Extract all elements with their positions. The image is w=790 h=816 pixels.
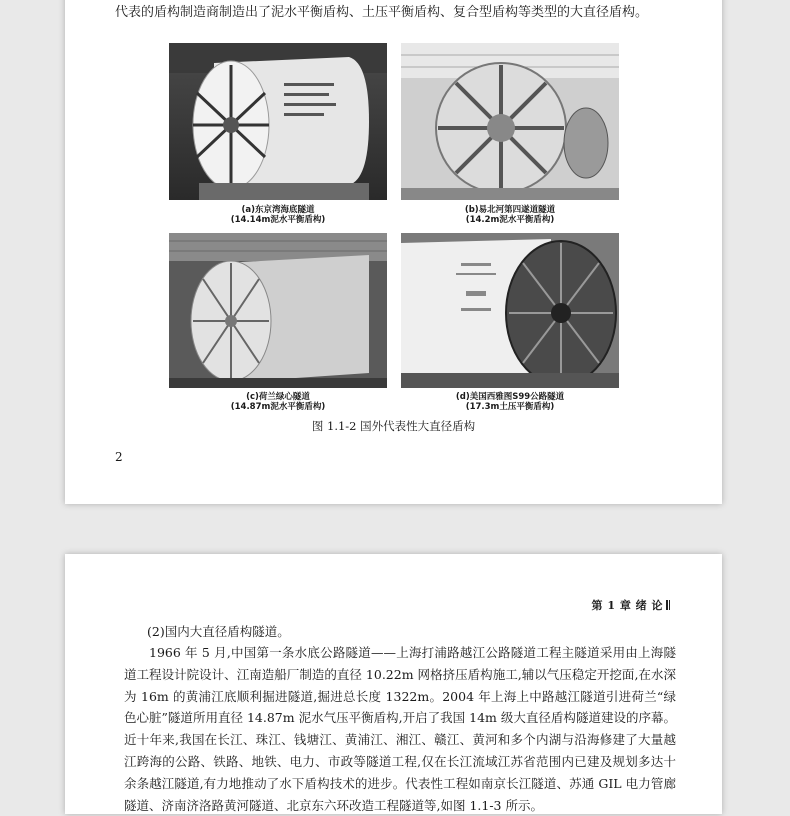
figure-d-caption [400,392,620,412]
figure-b-caption-line1: (b)易北河第四遂道隧道 [464,205,556,215]
document-page-bottom [65,554,722,814]
figure-b-photo [401,43,619,200]
document-page-top [65,0,722,504]
figure-d-caption-line2: (17.3m土压平衡盾构) [465,402,555,412]
running-head-bar [666,600,668,610]
running-head-text: 第 1 章 绪 论 [591,599,663,612]
page-number: 2 [115,450,123,464]
figure-c-caption-line1: (c)荷兰绿心隧道 [246,392,310,402]
figure-a-caption-line1: (a)东京湾海底隧道 [241,205,315,215]
intro-text-line-2: 代表的盾构制造商制造出了泥水平衡盾构、土压平衡盾构、复合型盾构等类型的大直径盾构。 [115,5,649,20]
figure-c-caption-line2: (14.87m泥水平衡盾构) [230,402,326,412]
body-paragraph: 1966 年 5 月,中国第一条水底公路隧道——上海打浦路越江公路隧道工程主隧道采用由上海隧道工程设计院设计、江南造船厂制造的直径 10.22m 网格挤压盾构施工,辅以气压稳定开挖面,在水深为 16m 的黄浦江底顺利掘进隧道,掘进总长度 1322m。2004 年上海上中路越江隧道引进荷兰“绿色心脏”隧道所用直径 14.87m 泥水气压平衡盾构,开启了我国 14m 级大直径盾构隧道建设的序幕。近十年来,我国在长江、珠江、钱塘江、黄浦江、湘江、赣江、黄河和多个内湖与沿海修建了大量越江跨海的公路、铁路、地铁、电力、市政等隧道工程,仅在长江流域江苏省范围内已建及规划多达十余条越江隧道,有力地推动了水下盾构技术的进步。代表性工程如南京长江隧道、苏通 GIL 电力管廊隧道、济南济洛路黄河隧道、北京东六环改造工程隧道等,如图 1.1-3 所示。 [124,645,676,813]
figure-d-caption-line1: (d)美国西雅图S99公路隧道 [455,392,565,402]
figure-title: 图 1.1-2 国外代表性大直径盾构 [311,419,476,433]
running-head [592,597,670,613]
figure-d-photo [401,233,619,388]
figure-a-caption-line2: (14.14m泥水平衡盾构) [230,215,326,225]
running-head-bar-thin [669,600,670,610]
figure-a-caption [168,205,388,225]
figure-b-caption-line2: (14.2m泥水平衡盾构) [465,215,555,225]
figure-c-caption [168,392,388,412]
figure-a-photo [169,43,387,200]
intro-paragraph [115,0,675,24]
figure-c-photo [169,233,387,388]
figure-b-caption [400,205,620,225]
section-heading: (2)国内大直径盾构隧道。 [147,624,290,639]
